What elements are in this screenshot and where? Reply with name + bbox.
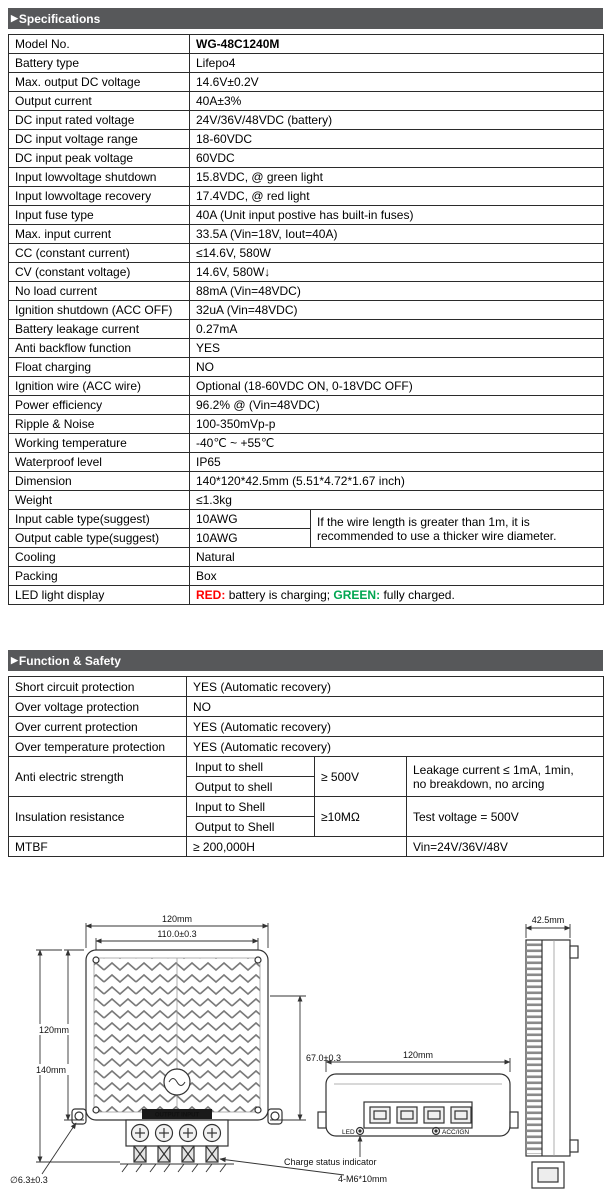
fs-value: YES (Automatic recovery) xyxy=(187,737,604,757)
spec-value: 14.6V±0.2V xyxy=(190,73,604,92)
wire-clamps xyxy=(134,1146,218,1162)
fs-sub-label: Input to shell xyxy=(187,757,315,777)
specifications-table xyxy=(8,34,604,605)
spec-value: 40A±3% xyxy=(190,92,604,111)
fs-note-line: Leakage current ≤ 1mA, 1min, xyxy=(413,762,574,777)
bottom-width-dim: 120mm xyxy=(402,1050,434,1060)
spec-label: Power efficiency xyxy=(9,396,190,415)
front-width-inner-dim: 110.0±0.3 xyxy=(157,929,197,939)
front-width-outer-dim: 120mm xyxy=(161,914,193,924)
hole-diameter-dim: ∅6.3±0.3 xyxy=(10,1175,48,1185)
table-row xyxy=(9,737,604,757)
spec-label: Anti backflow function xyxy=(9,339,190,358)
spec-value: WG-48C1240M xyxy=(190,35,604,54)
function-safety-table xyxy=(8,676,604,857)
table-row xyxy=(9,377,604,396)
table-row xyxy=(9,149,604,168)
spec-label: Max. input current xyxy=(9,225,190,244)
spec-value: 140*120*42.5mm (5.51*4.72*1.67 inch) xyxy=(190,472,604,491)
table-row xyxy=(9,837,604,857)
led-red-label: RED: xyxy=(196,588,226,602)
spec-label: Waterproof level xyxy=(9,453,190,472)
front-height-total-dim: 140mm xyxy=(35,1065,67,1075)
charge-status-annotation: Charge status indicator xyxy=(284,1157,377,1167)
fs-value: ≥ 500V xyxy=(315,757,407,797)
table-row xyxy=(9,491,604,510)
dimension-lines xyxy=(526,924,570,938)
table-row xyxy=(9,797,604,817)
spec-value: 24V/36V/48VDC (battery) xyxy=(190,111,604,130)
spec-value: 18-60VDC xyxy=(190,130,604,149)
spec-label: Ignition shutdown (ACC OFF) xyxy=(9,301,190,320)
spec-label: Battery leakage current xyxy=(9,320,190,339)
spec-value: 100-350mVp-p xyxy=(190,415,604,434)
front-height-body-dim: 120mm xyxy=(38,1025,70,1035)
fs-label: MTBF xyxy=(9,837,187,857)
led-red-text: battery is charging; xyxy=(228,588,331,602)
led-green-text: fully charged. xyxy=(383,588,455,602)
spec-label: Working temperature xyxy=(9,434,190,453)
fs-note-line: no breakdown, no arcing xyxy=(413,776,545,791)
spec-label: DC input rated voltage xyxy=(9,111,190,130)
table-row xyxy=(9,757,604,777)
spec-label: CC (constant current) xyxy=(9,244,190,263)
spec-label: DC input voltage range xyxy=(9,130,190,149)
spec-label: Input lowvoltage recovery xyxy=(9,187,190,206)
spec-value: YES xyxy=(190,339,604,358)
spec-label: Output current xyxy=(9,92,190,111)
fs-label: Short circuit protection xyxy=(9,677,187,697)
spec-label: Input cable type(suggest) xyxy=(9,510,190,529)
table-row xyxy=(9,301,604,320)
spec-value: ≤1.3kg xyxy=(190,491,604,510)
cable-note: If the wire length is greater than 1m, it is recommended to use a thicker wire diameter. xyxy=(311,510,604,548)
table-row xyxy=(9,472,604,491)
spec-value: 88mA (Vin=48VDC) xyxy=(190,282,604,301)
side-view-drawing xyxy=(526,924,578,1188)
table-row-led xyxy=(9,586,604,605)
screw-spec-dim: 4-M6*10mm xyxy=(338,1174,388,1184)
spec-value: 40A (Unit input postive has built-in fuses) xyxy=(190,206,604,225)
led-display-value xyxy=(190,586,604,605)
specifications-section-header xyxy=(8,8,603,29)
spec-label: Cooling xyxy=(9,548,190,567)
spec-value: NO xyxy=(190,358,604,377)
spec-label: Packing xyxy=(9,567,190,586)
table-row xyxy=(9,130,604,149)
spec-value: Lifepo4 xyxy=(190,54,604,73)
specifications-title: Specifications xyxy=(18,11,101,26)
table-row xyxy=(9,73,604,92)
table-row xyxy=(9,92,604,111)
spec-value: IP65 xyxy=(190,453,604,472)
table-row xyxy=(9,434,604,453)
fs-label: Anti electric strength xyxy=(9,757,187,797)
spec-value: ≤14.6V, 580W xyxy=(190,244,604,263)
function-safety-title: Function & Safety xyxy=(18,653,121,668)
table-row xyxy=(9,187,604,206)
fs-sub-label: Output to Shell xyxy=(187,817,315,837)
table-row xyxy=(9,567,604,586)
spec-value: 0.27mA xyxy=(190,320,604,339)
spec-label: Output cable type(suggest) xyxy=(9,529,190,548)
spec-label: Weight xyxy=(9,491,190,510)
spec-label: CV (constant voltage) xyxy=(9,263,190,282)
spec-value: Box xyxy=(190,567,604,586)
table-row xyxy=(9,717,604,737)
fs-value: NO xyxy=(187,697,604,717)
table-row xyxy=(9,320,604,339)
side-depth-dim: 42.5mm xyxy=(531,915,565,925)
table-row xyxy=(9,244,604,263)
spec-label: DC input peak voltage xyxy=(9,149,190,168)
terminal-label: OUTPUT INPUT xyxy=(154,1112,200,1119)
led-label: LED xyxy=(342,1129,355,1136)
table-row xyxy=(9,396,604,415)
acc-ign-label: ACC/IGN xyxy=(442,1129,470,1136)
spec-label: Ignition wire (ACC wire) xyxy=(9,377,190,396)
fs-value: YES (Automatic recovery) xyxy=(187,717,604,737)
spec-label: No load current xyxy=(9,282,190,301)
spec-label: Dimension xyxy=(9,472,190,491)
spec-value: 10AWG xyxy=(190,510,311,529)
fs-label: Over voltage protection xyxy=(9,697,187,717)
table-row xyxy=(9,339,604,358)
fs-value: ≥ 200,000H xyxy=(187,837,407,857)
fs-label: Over temperature protection xyxy=(9,737,187,757)
led-green-label: GREEN: xyxy=(333,588,381,602)
front-height-right-dim: 67.0±0.3 xyxy=(306,1053,341,1063)
table-row xyxy=(9,35,604,54)
table-row xyxy=(9,282,604,301)
table-row xyxy=(9,415,604,434)
table-row xyxy=(9,54,604,73)
table-row xyxy=(9,548,604,567)
technical-drawings xyxy=(8,912,603,1200)
spec-label: Model No. xyxy=(9,35,190,54)
spec-value: Natural xyxy=(190,548,604,567)
fs-note: Vin=24V/36V/48V xyxy=(407,837,604,857)
spec-value: 14.6V, 580W↓ xyxy=(190,263,604,282)
table-row xyxy=(9,168,604,187)
table-row xyxy=(9,111,604,130)
spec-value: 15.8VDC, @ green light xyxy=(190,168,604,187)
table-row xyxy=(9,206,604,225)
table-row xyxy=(9,453,604,472)
spec-value: -40℃ ~ +55℃ xyxy=(190,434,604,453)
fs-label: Over current protection xyxy=(9,717,187,737)
spec-label: Input lowvoltage shutdown xyxy=(9,168,190,187)
spec-label: Input fuse type xyxy=(9,206,190,225)
bottom-view-drawing xyxy=(318,1058,518,1157)
mounting-hole xyxy=(271,1112,279,1120)
spec-label: Ripple & Noise xyxy=(9,415,190,434)
fs-note: Test voltage = 500V xyxy=(407,797,604,837)
spec-label: Float charging xyxy=(9,358,190,377)
table-row xyxy=(9,510,604,529)
table-row xyxy=(9,697,604,717)
function-safety-section-header xyxy=(8,650,603,671)
front-view-drawing xyxy=(34,923,344,1175)
fs-label: Insulation resistance xyxy=(9,797,187,837)
panel-hatch xyxy=(120,1164,234,1172)
fs-value: YES (Automatic recovery) xyxy=(187,677,604,697)
fs-note xyxy=(407,757,604,797)
triangle-bullet-icon: ▶ xyxy=(11,13,18,23)
table-row xyxy=(9,677,604,697)
fs-value: ≥10MΩ xyxy=(315,797,407,837)
fs-sub-label: Input to Shell xyxy=(187,797,315,817)
spec-label: LED light display xyxy=(9,586,190,605)
spec-value: 10AWG xyxy=(190,529,311,548)
spec-value: 96.2% @ (Vin=48VDC) xyxy=(190,396,604,415)
spec-value: 33.5A (Vin=18V, Iout=40A) xyxy=(190,225,604,244)
triangle-bullet-icon: ▶ xyxy=(11,655,18,665)
spec-value: 60VDC xyxy=(190,149,604,168)
fs-sub-label: Output to shell xyxy=(187,777,315,797)
spec-value: 17.4VDC, @ red light xyxy=(190,187,604,206)
spec-label: Battery type xyxy=(9,54,190,73)
spec-value: Optional (18-60VDC ON, 0-18VDC OFF) xyxy=(190,377,604,396)
spec-label: Max. output DC voltage xyxy=(9,73,190,92)
table-row xyxy=(9,263,604,282)
spec-value: 32uA (Vin=48VDC) xyxy=(190,301,604,320)
mounting-hole xyxy=(75,1112,83,1120)
table-row xyxy=(9,358,604,377)
table-row xyxy=(9,225,604,244)
